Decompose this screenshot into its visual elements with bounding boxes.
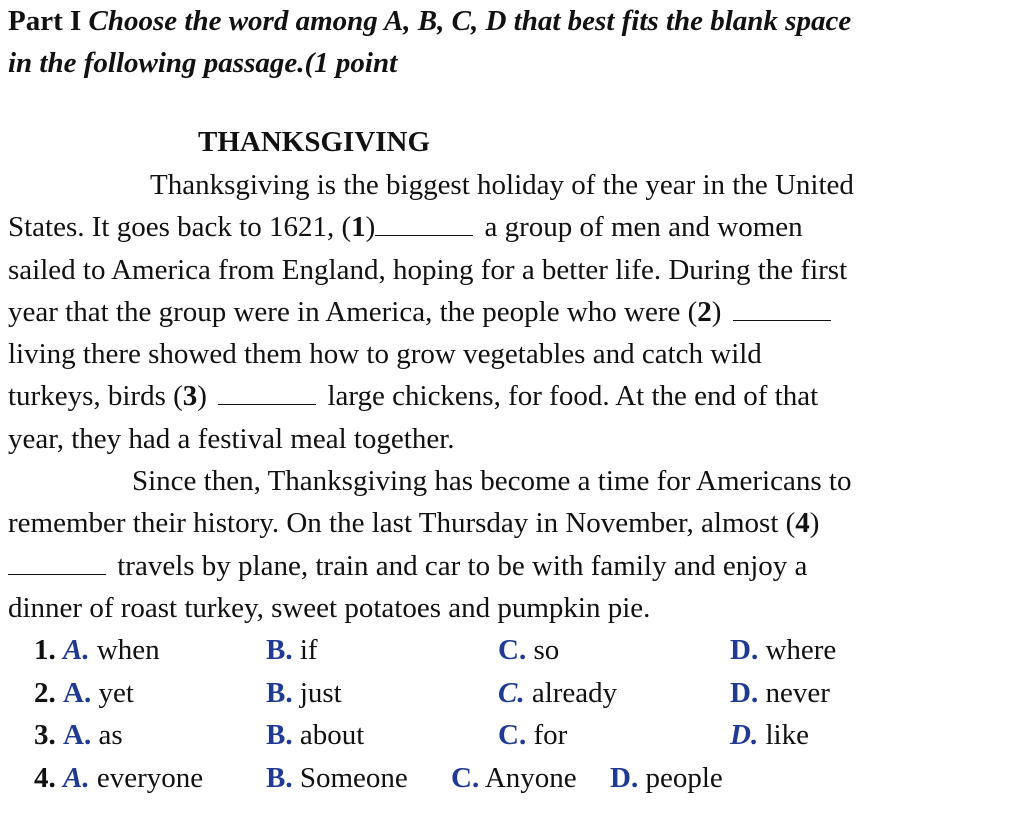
option-2-b[interactable] bbox=[266, 672, 342, 715]
passage-text: ) bbox=[197, 380, 207, 413]
question-number: 4. bbox=[34, 761, 56, 794]
question-number: 2. bbox=[34, 676, 56, 709]
option-text: for bbox=[533, 719, 568, 752]
section-heading bbox=[8, 0, 998, 84]
passage-text: ) bbox=[365, 211, 376, 244]
option-text: as bbox=[98, 719, 123, 752]
option-letter: B. bbox=[266, 719, 293, 752]
passage-text: travels by plane, train and car to be with family and enjoy a bbox=[117, 549, 808, 582]
option-4-b[interactable] bbox=[266, 757, 408, 800]
option-1-c[interactable] bbox=[498, 629, 559, 672]
passage-text: large chickens, for food. At the end of that bbox=[327, 380, 819, 413]
passage-text: States. It goes back to 1621, ( bbox=[8, 211, 352, 244]
option-letter: C. bbox=[451, 761, 480, 794]
option-text: Anyone bbox=[484, 761, 577, 794]
option-letter: B. bbox=[266, 761, 293, 794]
option-text: so bbox=[533, 634, 560, 666]
passage-line bbox=[8, 587, 1008, 629]
passage-text: living there showed them how to grow vegetables and catch wild bbox=[8, 338, 762, 371]
option-3-a[interactable] bbox=[34, 714, 123, 757]
option-text: just bbox=[299, 676, 342, 709]
blank-4 bbox=[8, 550, 106, 575]
option-text: everyone bbox=[96, 761, 204, 794]
option-text: Someone bbox=[299, 761, 408, 794]
passage-line bbox=[8, 333, 1008, 375]
passage-line bbox=[8, 375, 1008, 417]
passage-text: dinner of roast turkey, sweet potatoes and pumpkin pie. bbox=[8, 591, 651, 624]
option-letter: B. bbox=[266, 634, 293, 666]
option-letter: C. bbox=[498, 676, 525, 709]
question-row-4 bbox=[34, 757, 1014, 800]
option-letter: C. bbox=[498, 634, 527, 666]
blank-number-2: 2 bbox=[697, 295, 712, 328]
option-2-d[interactable] bbox=[730, 672, 830, 715]
option-text: about bbox=[299, 719, 365, 752]
option-2-a[interactable] bbox=[34, 672, 134, 715]
option-letter: D. bbox=[730, 719, 759, 752]
passage-text: ) bbox=[809, 507, 820, 540]
passage-text: Since then, Thanksgiving has become a time for Americans to bbox=[132, 465, 852, 498]
question-row-3 bbox=[34, 714, 1014, 757]
option-1-a[interactable] bbox=[34, 629, 160, 672]
option-1-d[interactable] bbox=[730, 629, 836, 672]
option-letter: A. bbox=[63, 761, 90, 794]
part-label: Part I bbox=[8, 5, 82, 37]
passage-text: a group of men and women bbox=[484, 211, 803, 244]
passage-text: ) bbox=[711, 295, 722, 328]
option-1-b[interactable] bbox=[266, 629, 318, 672]
passage-line bbox=[8, 291, 1008, 333]
blank-number-4: 4 bbox=[795, 507, 810, 540]
blank-number-1: 1 bbox=[351, 211, 366, 244]
blank-2 bbox=[733, 296, 831, 321]
passage-title: THANKSGIVING bbox=[198, 126, 431, 158]
passage-body bbox=[8, 164, 1008, 629]
instruction-line-1: Choose the word among A, B, C, D that best fits the blank space bbox=[88, 5, 852, 37]
option-text: like bbox=[765, 719, 809, 752]
option-letter: A. bbox=[63, 676, 92, 709]
blank-1 bbox=[375, 211, 473, 236]
option-text: yet bbox=[98, 676, 134, 709]
option-text: if bbox=[299, 634, 318, 666]
passage-text: year that the group were in America, the people who were ( bbox=[8, 295, 698, 328]
option-text: already bbox=[531, 676, 618, 709]
option-letter: D. bbox=[730, 634, 759, 666]
option-text: when bbox=[96, 634, 160, 666]
answer-options bbox=[34, 629, 1014, 799]
instruction-line-2: in the following passage.(1 point bbox=[8, 47, 398, 79]
blank-number-3: 3 bbox=[182, 380, 198, 413]
passage-text: turkeys, birds ( bbox=[8, 380, 183, 413]
passage-text: year, they had a festival meal together. bbox=[8, 422, 455, 455]
passage-line bbox=[8, 460, 1008, 502]
option-2-c[interactable] bbox=[498, 672, 617, 715]
passage-line bbox=[8, 206, 1008, 248]
passage-line bbox=[8, 164, 1008, 206]
option-letter: C. bbox=[498, 719, 527, 752]
passage-line bbox=[8, 545, 1008, 587]
option-text: where bbox=[765, 634, 837, 666]
passage-line bbox=[8, 502, 1008, 544]
passage-text: Thanksgiving is the biggest holiday of the year in the United bbox=[150, 169, 854, 201]
question-number: 3. bbox=[34, 719, 56, 752]
option-4-d[interactable] bbox=[610, 757, 723, 800]
option-letter: A. bbox=[63, 719, 92, 752]
option-letter: A. bbox=[63, 634, 90, 666]
option-4-a[interactable] bbox=[34, 757, 203, 800]
option-text: never bbox=[765, 676, 830, 709]
option-text: people bbox=[645, 761, 723, 794]
question-number: 1. bbox=[34, 634, 56, 666]
passage-line bbox=[8, 249, 1008, 291]
passage-text: remember their history. On the last Thursday in November, almost ( bbox=[8, 507, 796, 540]
option-3-d[interactable] bbox=[730, 714, 809, 757]
question-row-1 bbox=[34, 629, 1014, 672]
option-letter: D. bbox=[730, 676, 759, 709]
question-row-2 bbox=[34, 672, 1014, 715]
option-4-c[interactable] bbox=[451, 757, 577, 800]
option-letter: D. bbox=[610, 761, 639, 794]
option-3-b[interactable] bbox=[266, 714, 364, 757]
passage-text: sailed to America from England, hoping for a better life. During the first bbox=[8, 253, 848, 286]
passage-line bbox=[8, 418, 1008, 460]
option-3-c[interactable] bbox=[498, 714, 567, 757]
blank-3 bbox=[218, 380, 316, 405]
option-letter: B. bbox=[266, 676, 293, 709]
